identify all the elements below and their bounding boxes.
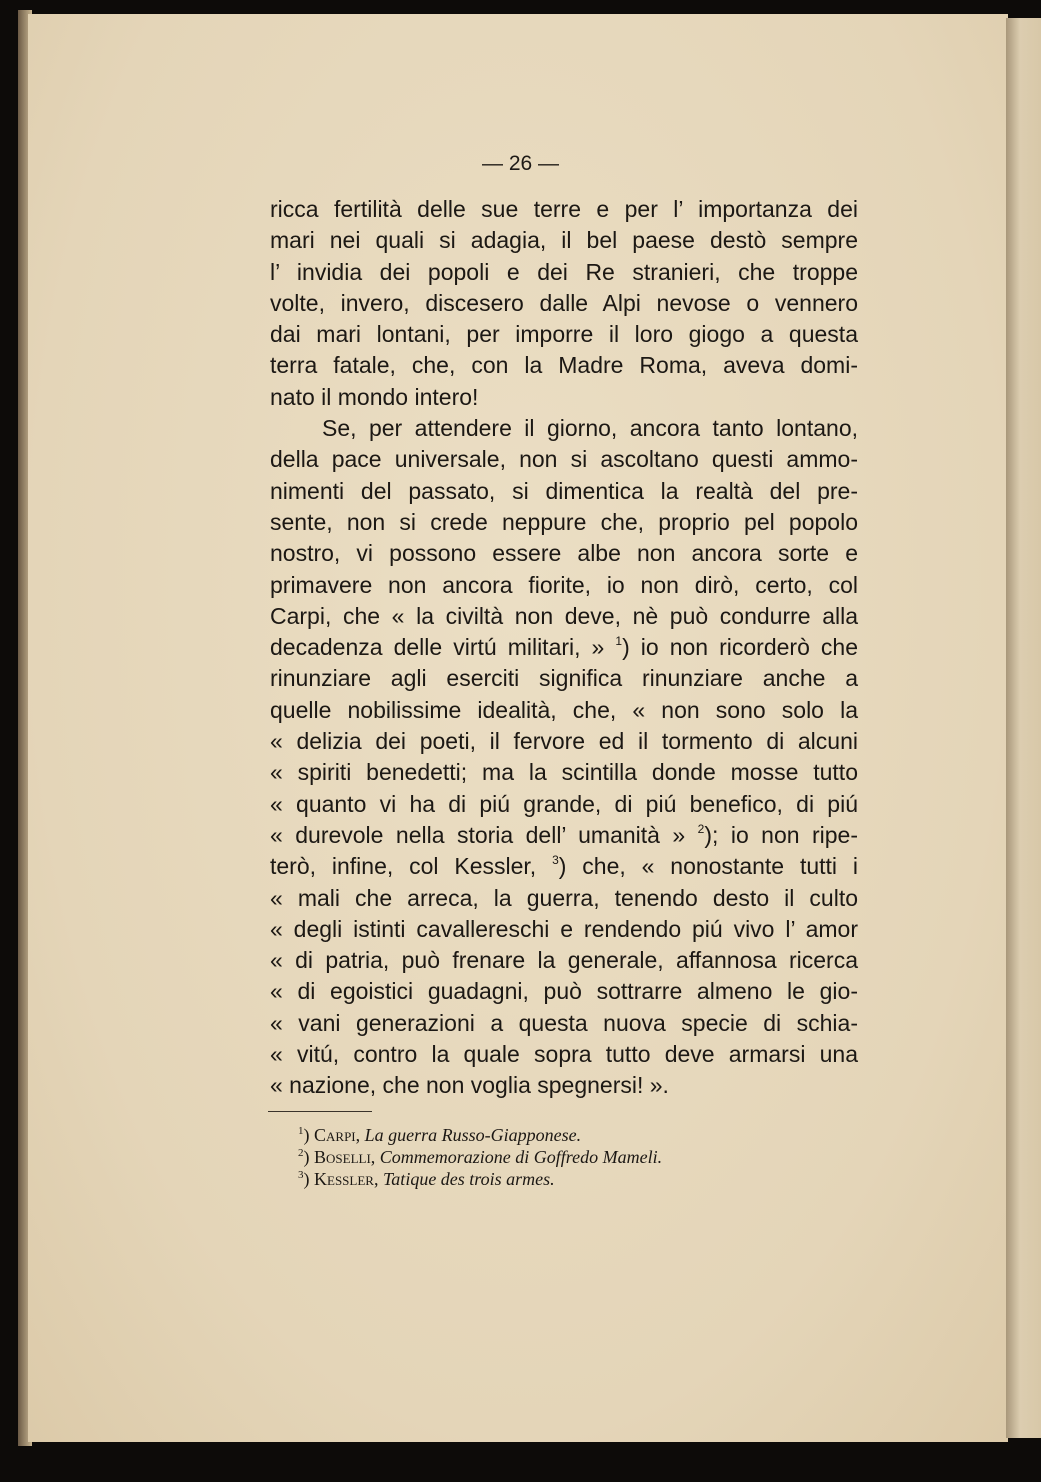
text-line: « spiriti benedetti; ma la scintilla donde mosse tutto (270, 759, 858, 786)
footnote-title: Commemorazione di Goffredo Mameli. (379, 1147, 663, 1167)
footnote-author: Kessler, (314, 1169, 379, 1189)
footnote-ref: 1 (615, 634, 623, 649)
text-line: nimenti del passato, si dimentica la realtà del pre- (270, 477, 858, 504)
footnote-title: La guerra Russo-Giapponese. (364, 1125, 582, 1145)
footnote-author: Carpi, (314, 1125, 361, 1145)
page-number: — 26 — (481, 152, 560, 175)
footnote: $^2$) Boselli, Commemorazione di Goffredo Mameli. (298, 1147, 663, 1167)
text-segment: ) che, « nonostante tutti i (558, 853, 858, 880)
text-line: « nazione, che non voglia spegnersi! ». (270, 1072, 669, 1099)
text-line: quelle nobilissime idealità, che, « non sono solo la (270, 696, 858, 723)
text-line: « degli istinti cavallereschi e rendendo piú vivo l’ amor (270, 915, 858, 942)
text-line: « quanto vi ha di piú grande, di piú benefico, di piú (270, 790, 858, 817)
footnote-ref: 3 (552, 853, 559, 868)
footnote: $^3$) Kessler, Tatique des trois armes. (298, 1169, 555, 1189)
text-line: « vitú, contro la quale sopra tutto deve armarsi una (270, 1041, 858, 1068)
footnote-mark: 1 (298, 1125, 304, 1137)
text-line (270, 820, 858, 851)
adjacent-page-edge (1006, 18, 1041, 1438)
footnote-author: Boselli, (314, 1147, 376, 1167)
text-line: « delizia dei poeti, il fervore ed il tormento di alcuni (270, 728, 858, 755)
footnote-divider (268, 1111, 372, 1112)
footnote: $^1$) Carpi, La guerra Russo-Giapponese. (298, 1125, 582, 1145)
footnote-title: Tatique des trois armes. (382, 1169, 555, 1189)
text-segment: ) io non ricorderò che (622, 634, 858, 661)
text-segment: terò, infine, col Kessler, (270, 853, 537, 880)
text-line: volte, invero, discesero dalle Alpi nevose o vennero (270, 289, 858, 316)
text-line: « vani generazioni a questa nuova specie di schia- (270, 1009, 858, 1036)
text-line: Se, per attendere il giorno, ancora tanto lontano, (322, 415, 858, 442)
text-line: « di patria, può frenare la generale, affannosa ricerca (270, 947, 858, 974)
text-line: « mali che arreca, la guerra, tenendo desto il culto (270, 884, 858, 911)
footnote-mark: 3 (298, 1169, 304, 1181)
text-segment: « durevole nella storia dell’ umanità » (270, 821, 686, 848)
footnote-mark: 2 (298, 1147, 304, 1159)
text-line: mari nei quali si adagia, il bel paese destò sempre (270, 227, 858, 254)
text-segment: decadenza delle virtú militari, » (270, 634, 605, 661)
text-line: della pace universale, non si ascoltano questi ammo- (270, 446, 858, 473)
text-line: dai mari lontani, per imporre il loro giogo a questa (270, 321, 858, 348)
text-line: rinunziare agli eserciti significa rinunziare anche a (270, 665, 858, 692)
text-line (270, 851, 858, 882)
text-line: l’ invidia dei popoli e dei Re stranieri, che troppe (270, 258, 858, 285)
text-line: nostro, vi possono essere albe non ancora sorte e (270, 540, 858, 567)
footnote-ref: 2 (697, 821, 705, 836)
text-segment: ); io non ripe- (704, 821, 859, 848)
text-line: terra fatale, che, con la Madre Roma, aveva domi- (270, 352, 858, 379)
text-line: nato il mondo intero! (270, 383, 479, 410)
text-line: « di egoistici guadagni, può sottrarre almeno le gio- (270, 978, 858, 1005)
footnotes (298, 1124, 662, 1190)
text-line: sente, non si crede neppure che, proprio pel popolo (270, 508, 858, 535)
text-line: ricca fertilità delle sue terre e per l’ importanza dei (270, 196, 858, 222)
text-line (270, 632, 858, 663)
text-line: primavere non ancora fiorite, io non dirò, certo, col (270, 571, 858, 598)
body-text (270, 194, 858, 1102)
text-line: Carpi, che « la civiltà non deve, nè può condurre alla (270, 602, 858, 629)
